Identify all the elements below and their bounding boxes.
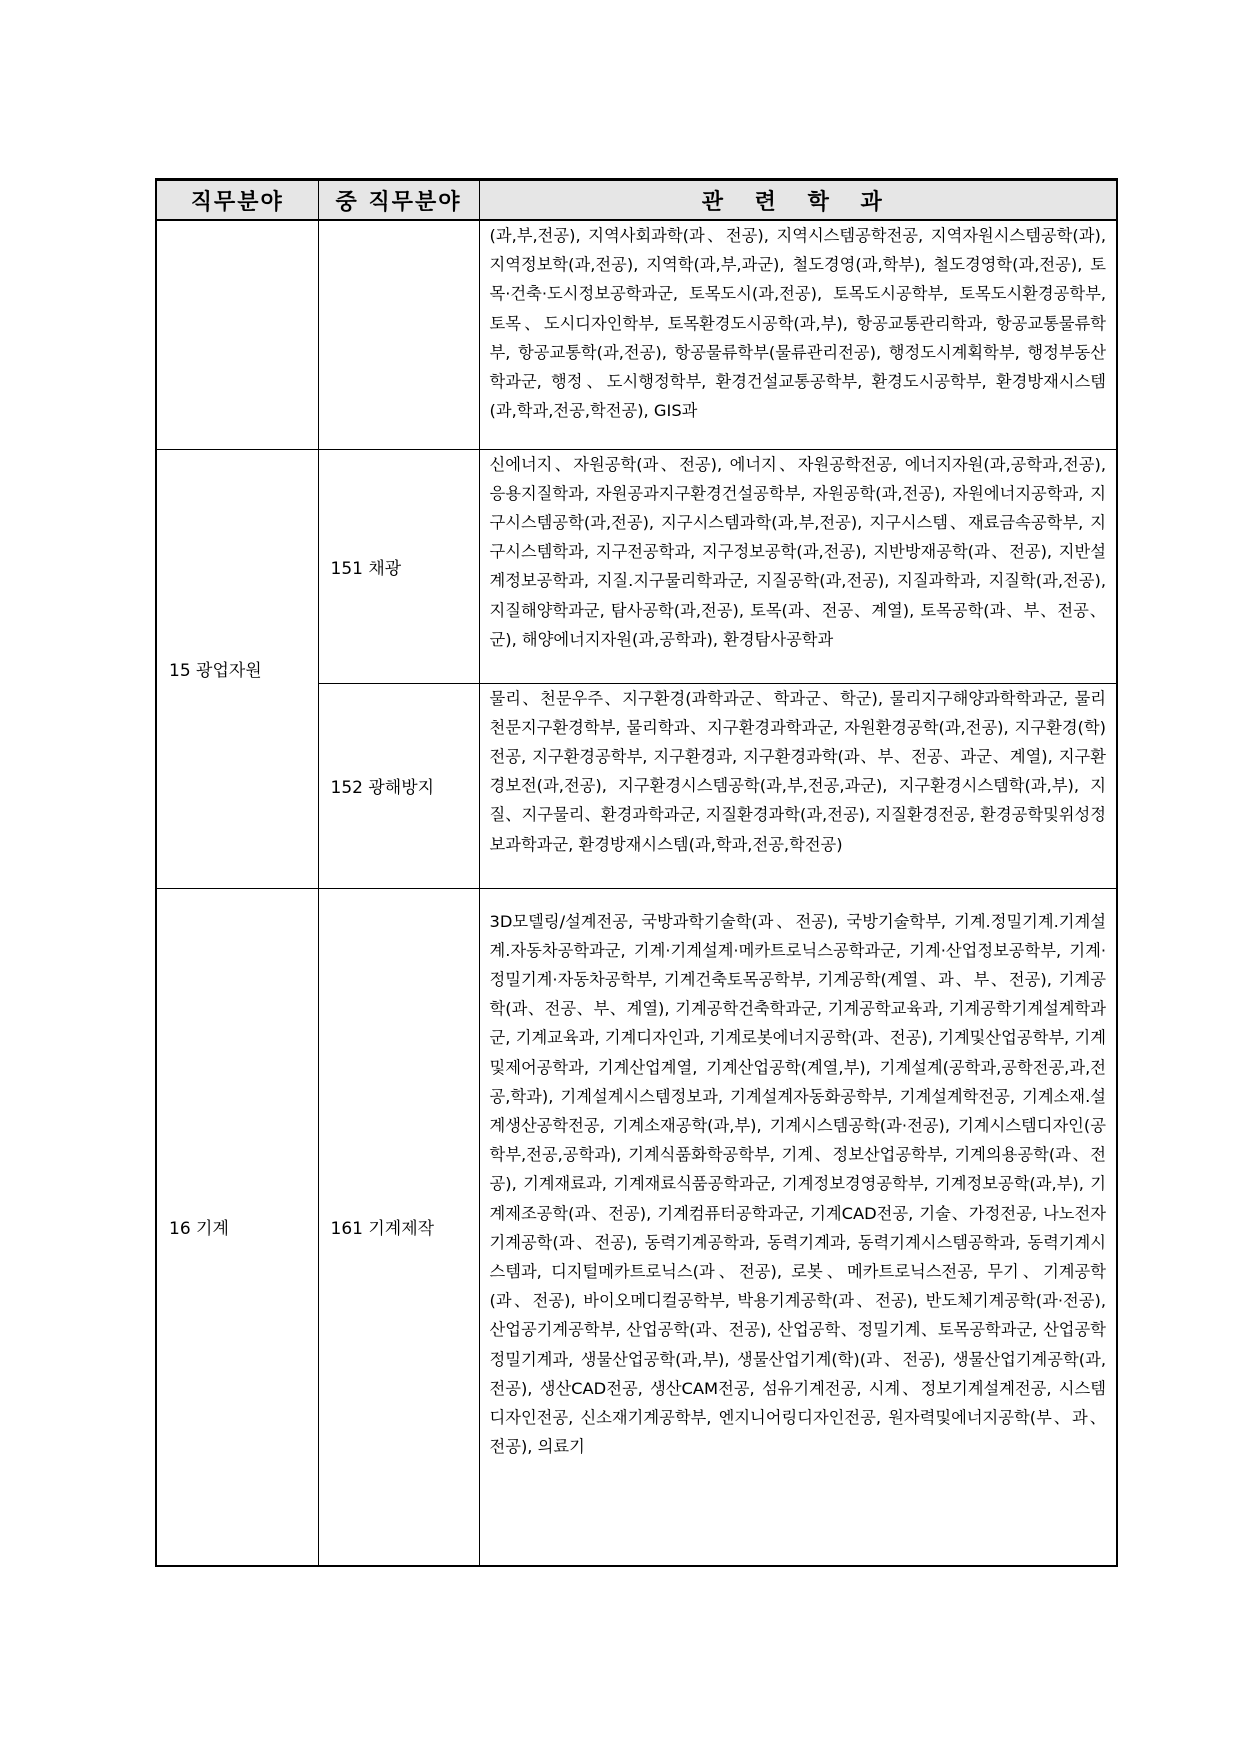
departments-cell: 신에너지、자원공학(과、전공), 에너지、자원공학전공, 에너지자원(과,공학과,전공), 응용지질학과, 자원공과지구환경건설공학부, 자원공학(과,전공), 자원에너지공학과, 지구시스템공학(과,전공), 지구시스템과학(과,부,전공), 지구시스템、재료금속공학부, 지구시스템학과, 지구전공학과, 지구정보공학(과,전공), 지반방재공학(과、전공), 지반설계정보공학과, 지질.지구물리학과군, 지질공학(과,전공), 지질과학과, 지질학(과,전공), 지질해양학과군, 탐사공학(과,전공), 토목(과、전공、계열), 토목공학(과、부、전공、군), 해양에너지자원(과,공학과), 환경탐사공학과 [479,449,1117,683]
departments-cell: 3D모델링/설계전공, 국방과학기술학(과、전공), 국방기술학부, 기계.정밀기계.기계설계.자동차공학과군, 기계·기계설계·메카트로닉스공학과군, 기계·산업정보공학부, 기계·정밀기계·자동차공학부, 기계건축토목공학부, 기계공학(계열、과、부、전공), 기계공학(과、전공、부、계열), 기계공학건축학과군, 기계공학교육과, 기계공학기계설계학과군, 기계교육과, 기계디자인과, 기계로봇에너지공학(과、전공), 기계및산업공학부, 기계및제어공학과, 기계산업계열, 기계산업공학(계열,부), 기계설계(공학과,공학전공,과,전공,학과), 기계설계시스템정보과, 기계설계자동화공학부, 기계설계학전공, 기계소재.설계생산공학전공, 기계소재공학(과,부), 기계시스템공학(과·전공), 기계시스템디자인(공학부,전공,공학과), 기계식품화학공학부, 기계、정보산업공학부, 기계의용공학(과、전공), 기계재료과, 기계재료식품공학과군, 기계정보경영공학부, 기계정보공학(과,부), 기계제조공학(과、전공), 기계컴퓨터공학과군, 기계CAD전공, 기술、가정전공, 나노전자기계공학(과、전공), 동력기계공학과, 동력기계과, 동력기계시스템공학과, 동력기계시스템과, 디지털메카트로닉스(과、전공), 로봇、메카트로닉스전공, 무기、기계공학(과、전공), 바이오메디컬공학부, 박용기계공학(과、전공), 반도체기계공학(과·전공), 산업공기계공학부, 산업공학(과、전공), 산업공학、정밀기계、토목공학과군, 산업공학정밀기계과, 생물산업공학(과,부), 생물산업기계(학)(과、전공), 생물산업기계공학(과,전공), 생산CAD전공, 생산CAM전공, 섬유기계전공, 시계、정보기계설계전공, 시스템디자인전공, 신소재기계공학부, 엔지니어링디자인전공, 원자력및에너지공학(부、과、전공), 의료기 [479,888,1117,1566]
sub-job-field-cell: 151 채광 [318,449,479,683]
sub-job-field-cell [318,220,479,449]
departments-cell: (과,부,전공), 지역사회과학(과、전공), 지역시스템공학전공, 지역자원시스템공학(과), 지역정보학(과,전공), 지역학(과,부,과군), 철도경영(과,학부), 철도경영학(과,전공), 토목·건축·도시정보공학과군, 토목도시(과,전공), 토목도시공학부, 토목도시환경공학부, 토목、도시디자인학부, 토목환경도시공학(과,부), 항공교통관리학과, 항공교통물류학부, 항공교통학(과,전공), 항공물류학부(물류관리전공), 행정도시계획학부, 행정부동산학과군, 행정、도시행정학부, 환경건설교통공학부, 환경도시공학부, 환경방재시스템(과,학과,전공,학전공), GIS과 [479,220,1117,449]
sub-job-field-cell: 152 광해방지 [318,683,479,888]
header-job-field: 직무분야 [156,180,318,221]
table-row [156,888,1117,1566]
header-sub-job-field: 중 직무분야 [318,180,479,221]
job-field-cell: 16 기계 [156,888,318,1566]
sub-job-field-cell: 161 기계제작 [318,888,479,1566]
header-related-departments: 관 련 학 과 [479,180,1117,221]
job-field-cell: 15 광업자원 [156,449,318,888]
related-departments-table [155,178,1118,1567]
table-row [156,449,1117,683]
table-row [156,220,1117,449]
table-header-row [156,180,1117,221]
job-field-cell [156,220,318,449]
departments-cell: 물리、천문우주、지구환경(과학과군、학과군、학군), 물리지구해양과학학과군, 물리천문지구환경학부, 물리학과、지구환경과학과군, 자원환경공학(과,전공), 지구환경(학)전공, 지구환경공학부, 지구환경과, 지구환경과학(과、부、전공、과군、계열), 지구환경보전(과,전공), 지구환경시스템공학(과,부,전공,과군), 지구환경시스템학(과,부), 지질、지구물리、환경과학과군, 지질환경과학(과,전공), 지질환경전공, 환경공학및위성정보과학과군, 환경방재시스템(과,학과,전공,학전공) [479,683,1117,888]
